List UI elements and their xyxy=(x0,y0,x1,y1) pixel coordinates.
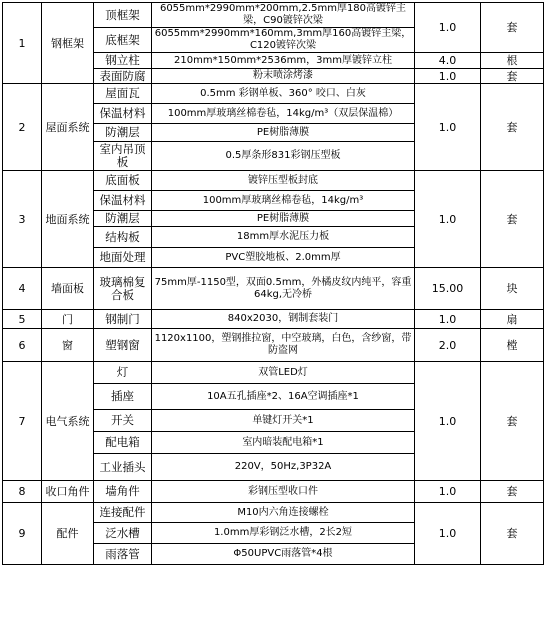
quantity: 1.0 xyxy=(415,481,481,503)
item-spec: PE树脂薄膜 xyxy=(152,211,415,227)
section-name: 收口角件 xyxy=(42,481,94,503)
section-name: 配件 xyxy=(42,503,94,565)
item-name: 玻璃棉复合板 xyxy=(94,268,152,310)
table-row xyxy=(3,3,544,28)
item-spec: PE树脂薄膜 xyxy=(152,124,415,142)
section-number: 5 xyxy=(3,310,42,329)
quantity: 1.0 xyxy=(415,310,481,329)
section-number: 7 xyxy=(3,362,42,481)
item-name: 保温材料 xyxy=(94,191,152,211)
item-spec: 10A五孔插座*2、16A空调插座*1 xyxy=(152,384,415,410)
section-number: 1 xyxy=(3,3,42,84)
item-name: 表面防腐 xyxy=(94,69,152,84)
item-spec: 840x2030，钢制套装门 xyxy=(152,310,415,329)
section-name: 电气系统 xyxy=(42,362,94,481)
section-number: 9 xyxy=(3,503,42,565)
quantity: 1.0 xyxy=(415,84,481,171)
item-spec: 210mm*150mm*2536mm，3mm厚镀锌立柱 xyxy=(152,53,415,69)
item-name: 雨落管 xyxy=(94,544,152,565)
section-name: 钢框架 xyxy=(42,3,94,84)
item-name: 室内吊顶板 xyxy=(94,142,152,171)
item-spec: 100mm厚玻璃丝棉卷毡，14kg/m³（双层保温棉） xyxy=(152,104,415,124)
table-row xyxy=(3,329,544,362)
quantity: 1.0 xyxy=(415,3,481,53)
unit: 樘 xyxy=(481,329,544,362)
quantity: 1.0 xyxy=(415,69,481,84)
unit: 套 xyxy=(481,503,544,565)
item-name: 工业插头 xyxy=(94,454,152,481)
section-name: 门 xyxy=(42,310,94,329)
quantity: 15.00 xyxy=(415,268,481,310)
unit: 扇 xyxy=(481,310,544,329)
item-name: 墙角件 xyxy=(94,481,152,503)
item-name: 底面板 xyxy=(94,171,152,191)
table-row xyxy=(3,268,544,310)
section-number: 4 xyxy=(3,268,42,310)
section-name: 地面系统 xyxy=(42,171,94,268)
table-row xyxy=(3,84,544,104)
item-spec: 220V，50Hz,3P32A xyxy=(152,454,415,481)
section-number: 2 xyxy=(3,84,42,171)
item-spec: 室内暗装配电箱*1 xyxy=(152,432,415,454)
item-name: 灯 xyxy=(94,362,152,384)
item-spec: 单键灯开关*1 xyxy=(152,410,415,432)
unit: 套 xyxy=(481,3,544,53)
quantity: 2.0 xyxy=(415,329,481,362)
unit: 套 xyxy=(481,481,544,503)
item-name: 开关 xyxy=(94,410,152,432)
item-spec: 镀锌压型板封底 xyxy=(152,171,415,191)
item-name: 结构板 xyxy=(94,227,152,248)
table-row xyxy=(3,481,544,503)
item-spec: 0.5厚条形831彩钢压型板 xyxy=(152,142,415,171)
item-spec: 6055mm*2990mm*160mm,3mm厚160高镀锌主梁，C120镀锌次梁 xyxy=(152,28,415,53)
item-name: 保温材料 xyxy=(94,104,152,124)
quantity: 4.0 xyxy=(415,53,481,69)
unit: 套 xyxy=(481,171,544,268)
unit: 根 xyxy=(481,53,544,69)
item-name: 钢制门 xyxy=(94,310,152,329)
section-name: 墙面板 xyxy=(42,268,94,310)
section-number: 8 xyxy=(3,481,42,503)
item-name: 塑钢窗 xyxy=(94,329,152,362)
section-number: 3 xyxy=(3,171,42,268)
item-name: 地面处理 xyxy=(94,248,152,268)
quantity: 1.0 xyxy=(415,362,481,481)
quantity: 1.0 xyxy=(415,171,481,268)
item-spec: 1.0mm厚彩钢泛水槽，2长2短 xyxy=(152,523,415,544)
materials-table xyxy=(2,2,544,565)
item-spec: 1120x1100，塑钢推拉窗，中空玻璃，白色，含纱窗，带防盗网 xyxy=(152,329,415,362)
item-spec: 6055mm*2990mm*200mm,2.5mm厚180高镀锌主梁，C90镀锌次梁 xyxy=(152,3,415,28)
section-name: 窗 xyxy=(42,329,94,362)
item-spec: 100mm厚玻璃丝棉卷毡，14kg/m³ xyxy=(152,191,415,211)
item-spec: 18mm厚水泥压力板 xyxy=(152,227,415,248)
table-row xyxy=(3,362,544,384)
item-spec: 彩钢压型收口件 xyxy=(152,481,415,503)
item-spec: 0.5mm 彩钢单板、360° 咬口、白灰 xyxy=(152,84,415,104)
item-spec: 双管LED灯 xyxy=(152,362,415,384)
item-name: 防潮层 xyxy=(94,211,152,227)
item-name: 顶框架 xyxy=(94,3,152,28)
item-name: 泛水槽 xyxy=(94,523,152,544)
table-row xyxy=(3,503,544,523)
table-row xyxy=(3,310,544,329)
item-name: 防潮层 xyxy=(94,124,152,142)
materials-table-body xyxy=(3,3,544,565)
unit: 套 xyxy=(481,84,544,171)
section-name: 屋面系统 xyxy=(42,84,94,171)
section-number: 6 xyxy=(3,329,42,362)
item-spec: Φ50UPVC雨落管*4根 xyxy=(152,544,415,565)
item-spec: PVC塑胶地板、2.0mm厚 xyxy=(152,248,415,268)
unit: 套 xyxy=(481,69,544,84)
item-spec: M10内六角连接螺栓 xyxy=(152,503,415,523)
item-name: 钢立柱 xyxy=(94,53,152,69)
item-name: 屋面瓦 xyxy=(94,84,152,104)
item-name: 底框架 xyxy=(94,28,152,53)
item-name: 连接配件 xyxy=(94,503,152,523)
item-name: 插座 xyxy=(94,384,152,410)
table-row xyxy=(3,171,544,191)
item-spec: 粉末喷涂烤漆 xyxy=(152,69,415,84)
item-name: 配电箱 xyxy=(94,432,152,454)
item-spec: 75mm厚-1150型，双面0.5mm，外橘皮纹内纯平，容重64kg,无冷桥 xyxy=(152,268,415,310)
quantity: 1.0 xyxy=(415,503,481,565)
unit: 套 xyxy=(481,362,544,481)
unit: 块 xyxy=(481,268,544,310)
